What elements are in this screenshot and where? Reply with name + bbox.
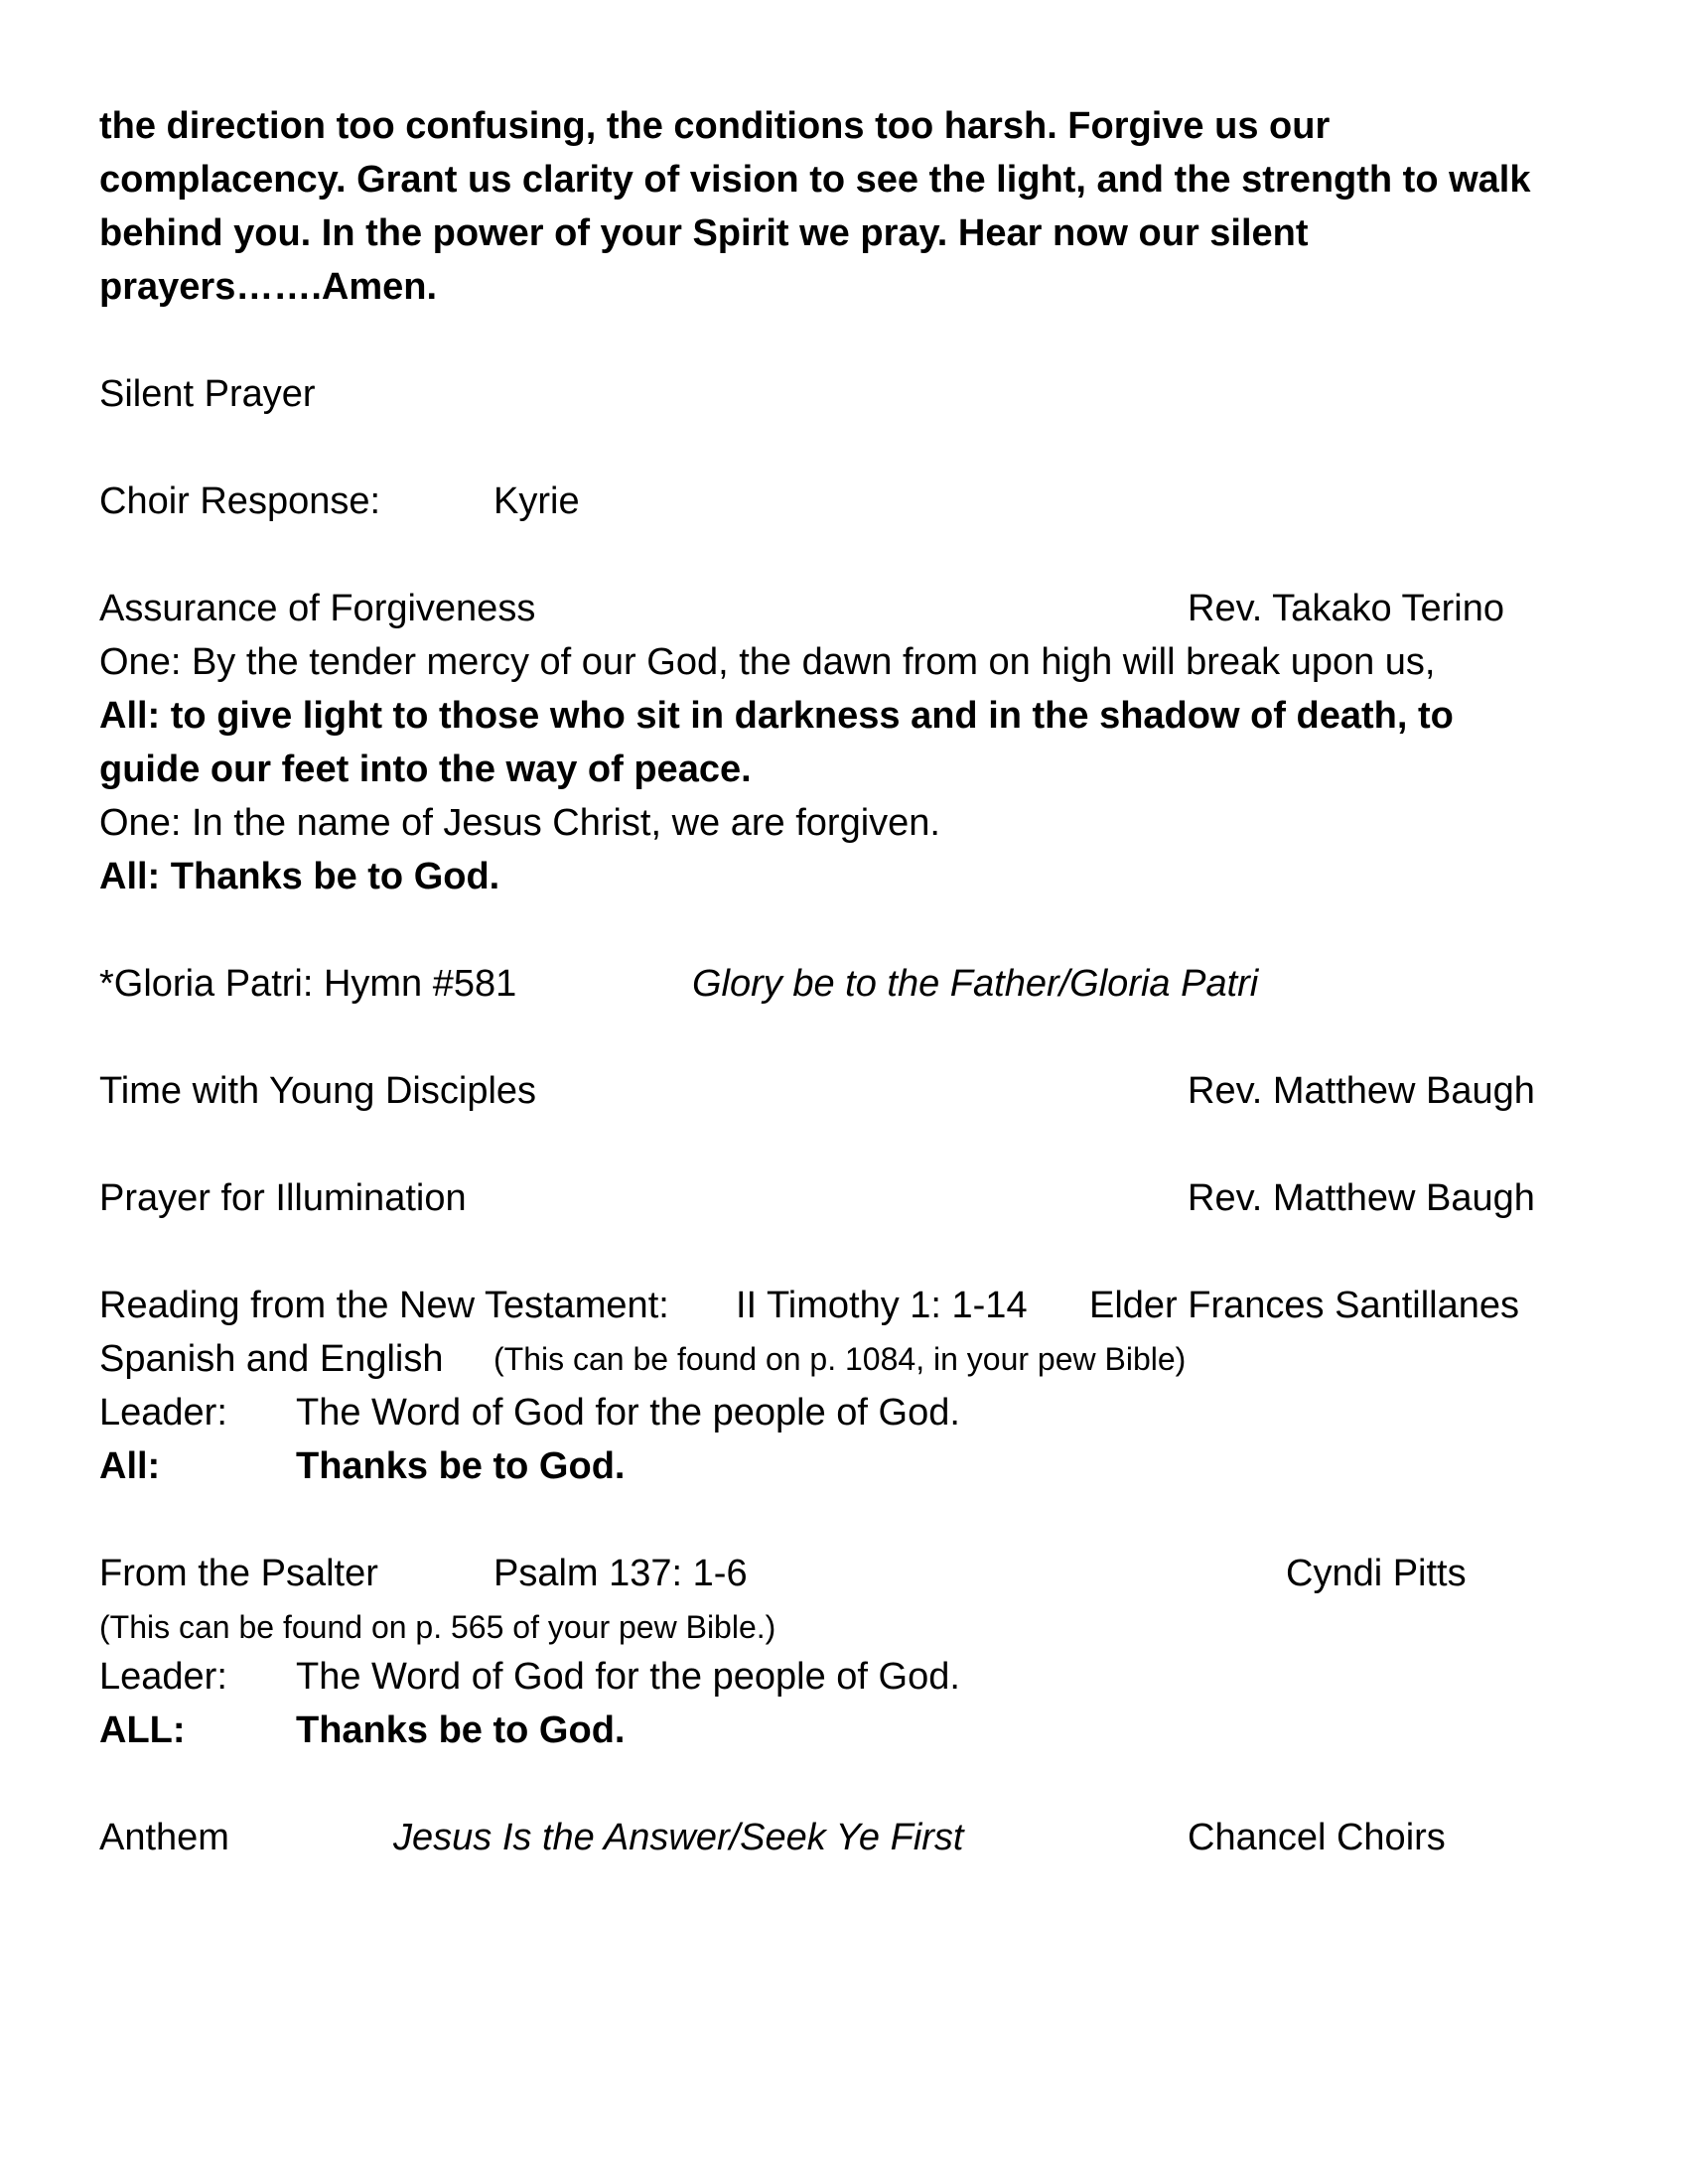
psalter-all-text: Thanks be to God. xyxy=(296,1709,626,1751)
assurance-one-1: One: By the tender mercy of our God, the dawn from on high will break upon us, xyxy=(99,641,1436,683)
new-testament-all-label: All: xyxy=(99,1445,161,1487)
new-testament-reader: Elder Frances Santillanes xyxy=(1089,1285,1519,1326)
young-disciples-leader: Rev. Matthew Baugh xyxy=(1188,1070,1535,1112)
prayer-line-3: behind you. In the power of your Spirit we pray. Hear now our silent xyxy=(99,212,1309,254)
prayer-line-1: the direction too confusing, the conditions too harsh. Forgive us our xyxy=(99,105,1331,147)
new-testament-languages: Spanish and English xyxy=(99,1338,444,1380)
new-testament-heading: Reading from the New Testament: xyxy=(99,1285,669,1326)
new-testament-note: (This can be found on p. 1084, in your pew Bible) xyxy=(493,1341,1187,1377)
new-testament-passage: II Timothy 1: 1-14 xyxy=(736,1285,1028,1326)
psalter-note: (This can be found on p. 565 of your pew Bible.) xyxy=(99,1609,776,1645)
psalter-leader-label: Leader: xyxy=(99,1656,227,1698)
assurance-leader: Rev. Takako Terino xyxy=(1188,588,1504,629)
new-testament-leader-label: Leader: xyxy=(99,1392,227,1433)
psalter-passage: Psalm 137: 1-6 xyxy=(493,1553,748,1594)
illumination-leader: Rev. Matthew Baugh xyxy=(1188,1177,1535,1219)
anthem-title: Jesus Is the Answer/Seek Ye First xyxy=(393,1817,964,1858)
psalter-all-label: ALL: xyxy=(99,1709,186,1751)
new-testament-leader-text: The Word of God for the people of God. xyxy=(296,1392,960,1433)
new-testament-all-text: Thanks be to God. xyxy=(296,1445,626,1487)
silent-prayer-heading: Silent Prayer xyxy=(99,373,316,415)
choir-response-label: Choir Response: xyxy=(99,480,381,522)
anthem-performer: Chancel Choirs xyxy=(1188,1817,1446,1858)
anthem-heading: Anthem xyxy=(99,1817,229,1858)
assurance-one-2: One: In the name of Jesus Christ, we are forgiven. xyxy=(99,802,940,844)
assurance-heading: Assurance of Forgiveness xyxy=(99,588,536,629)
prayer-line-4: prayers…….Amen. xyxy=(99,266,438,308)
psalter-leader-text: The Word of God for the people of God. xyxy=(296,1656,960,1698)
psalter-heading: From the Psalter xyxy=(99,1553,378,1594)
young-disciples-heading: Time with Young Disciples xyxy=(99,1070,537,1112)
gloria-title: Glory be to the Father/Gloria Patri xyxy=(692,963,1259,1005)
psalter-reader: Cyndi Pitts xyxy=(1286,1553,1467,1594)
assurance-all-1b: guide our feet into the way of peace. xyxy=(99,749,752,790)
illumination-heading: Prayer for Illumination xyxy=(99,1177,467,1219)
prayer-line-2: complacency. Grant us clarity of vision to see the light, and the strength to walk xyxy=(99,159,1531,201)
choir-response-title: Kyrie xyxy=(493,480,580,522)
gloria-label: *Gloria Patri: Hymn #581 xyxy=(99,963,517,1005)
assurance-all-2: All: Thanks be to God. xyxy=(99,856,500,897)
assurance-all-1a: All: to give light to those who sit in darkness and in the shadow of death, to xyxy=(99,695,1454,737)
